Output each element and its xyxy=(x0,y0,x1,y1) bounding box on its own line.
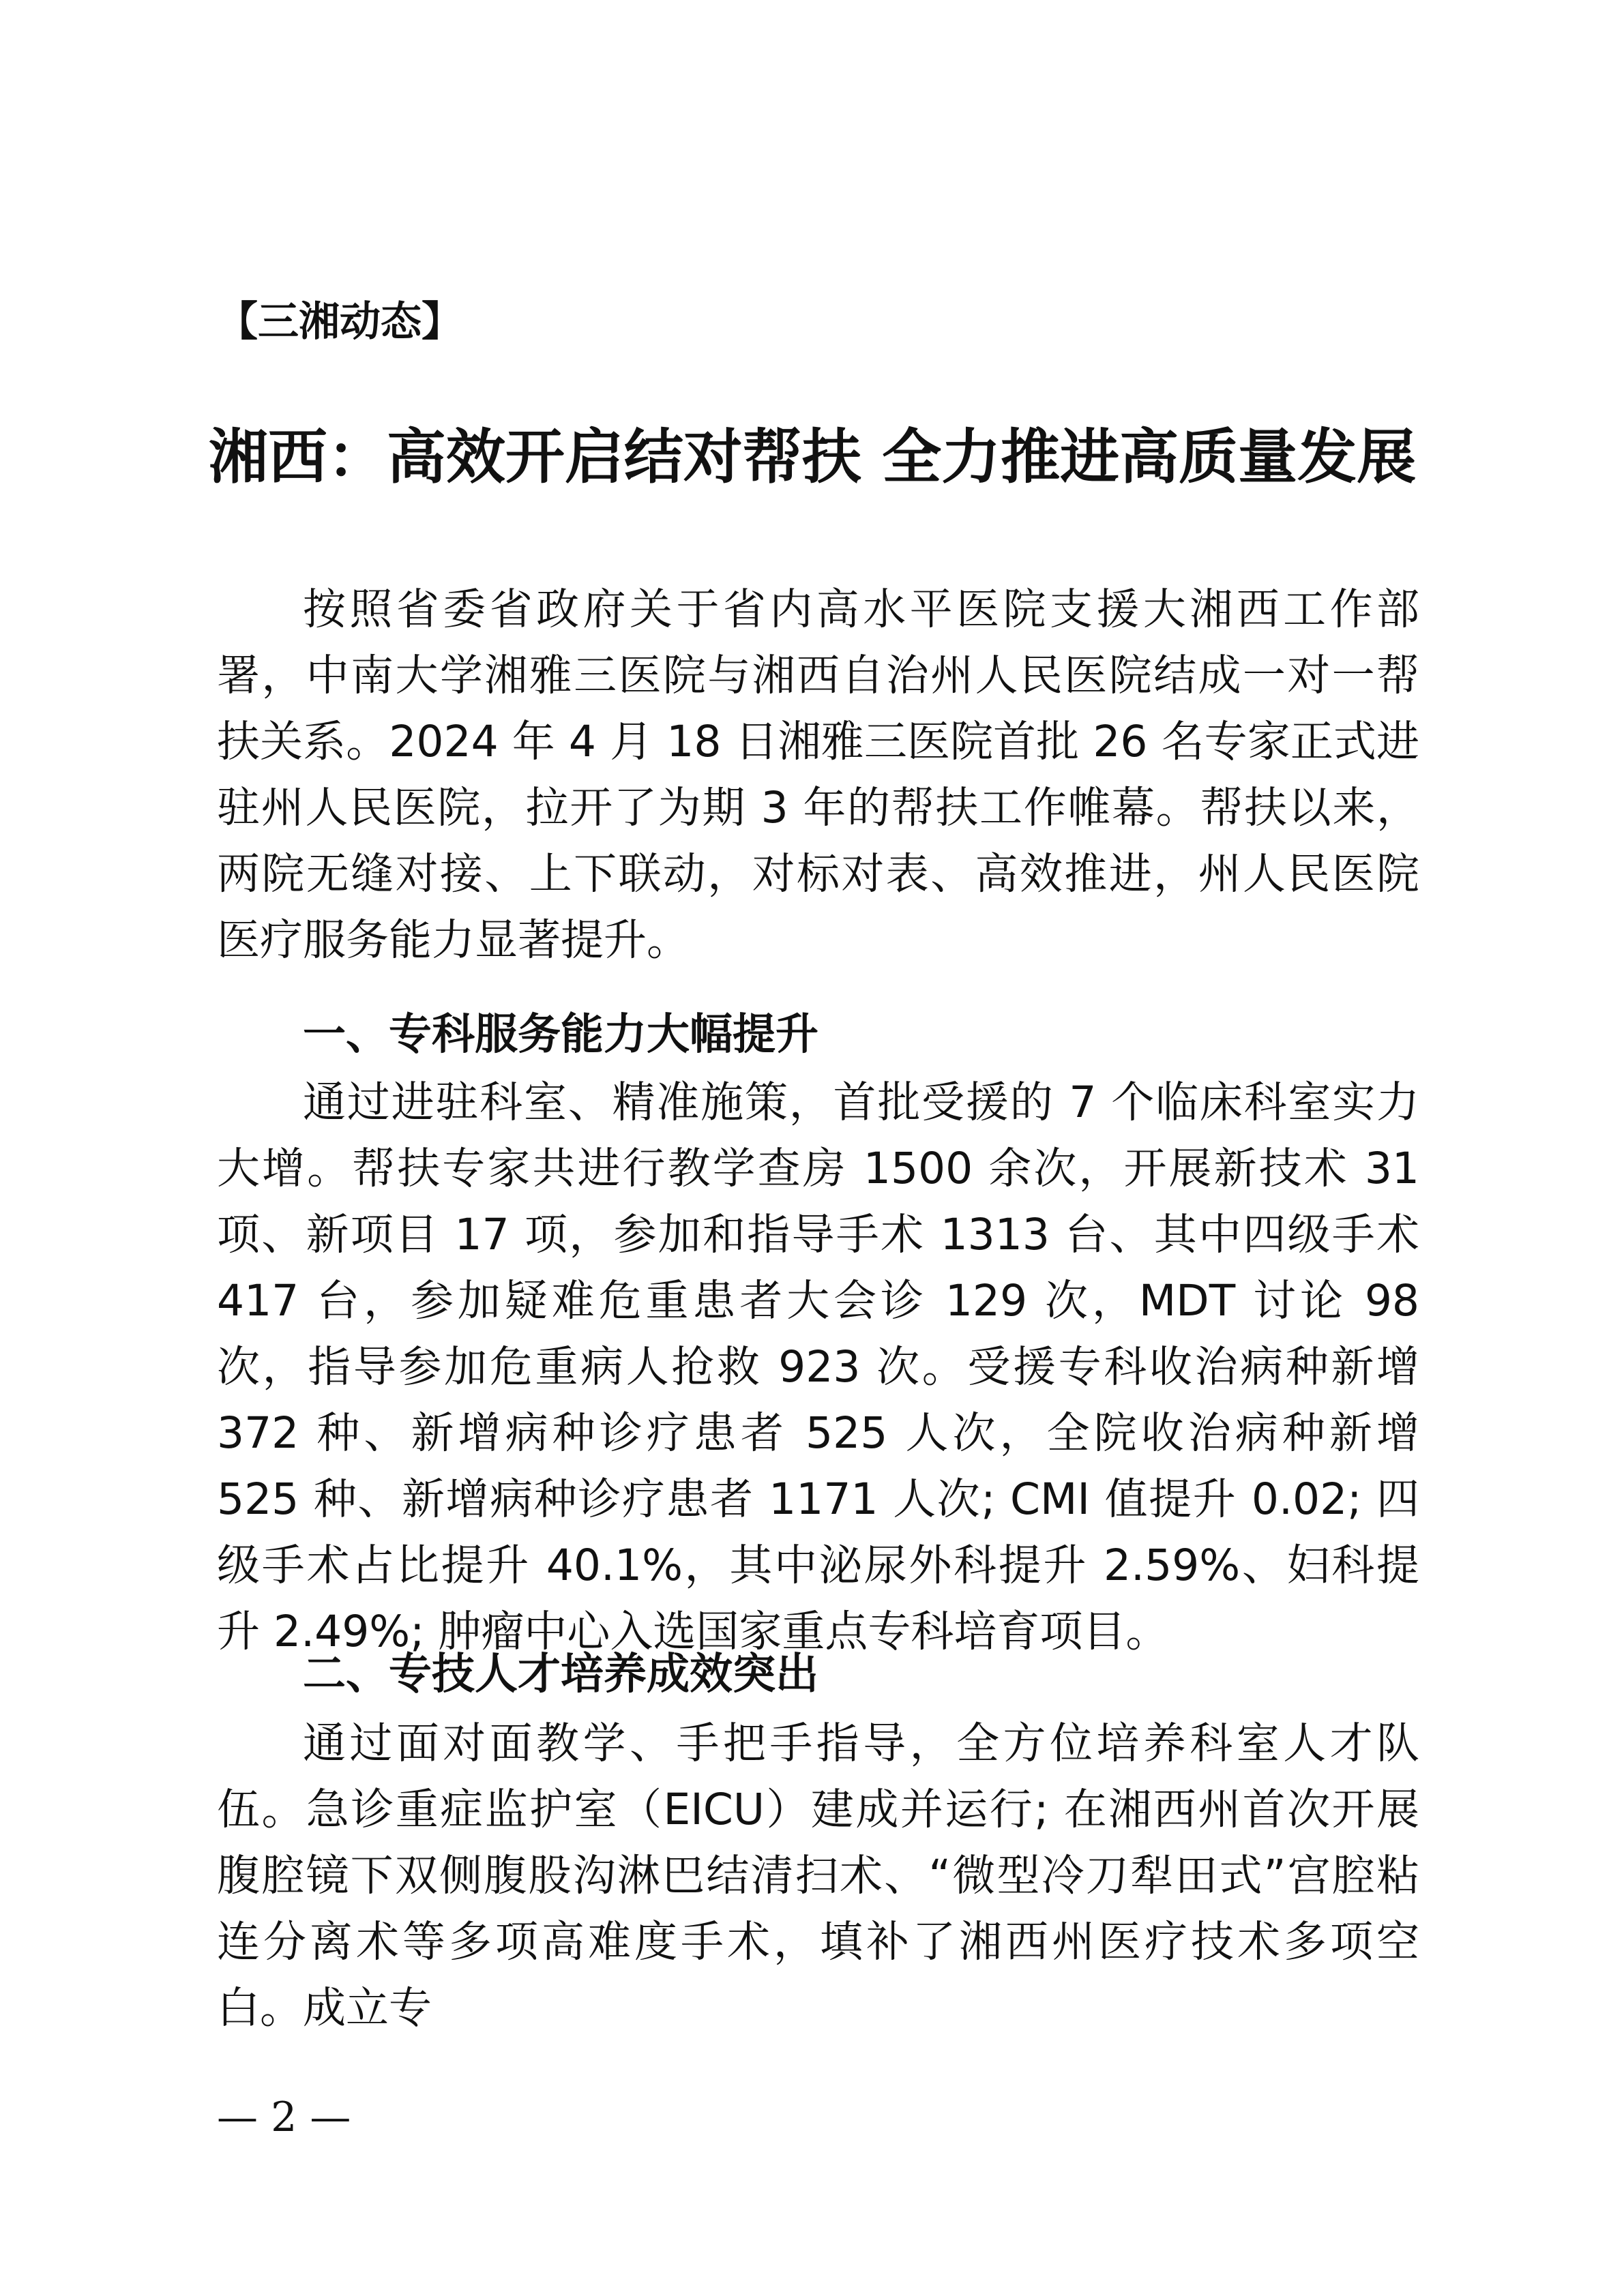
article-headline: 湘西：高效开启结对帮扶 全力推进高质量发展 xyxy=(208,421,1417,492)
page-number: — 2 — xyxy=(217,2093,351,2141)
section-1-paragraph: 通过进驻科室、精准施策，首批受援的 7 个临床科室实力大增。帮扶专家共进行教学查房 1500 余次，开展新技术 31 项、新项目 17 项，参加和指导手术 1313 台、其中四级手术 417 台，参加疑难危重患者大会诊 129 次，MDT 讨论 98 次，指导参加危重病人抢救 923 次。受援专科收治病种新增 372 种、新增病种诊疗患者 525 人次，全院收治病种新增 525 种、新增病种诊疗患者 1171 人次; CMI 值提升 0.02; 四级手术占比提升 40.1%，其中泌尿外科提升 2.59%、妇科提升 2.49%; 肿瘤中心入选国家重点专科培育项目。 xyxy=(217,1077,1419,1656)
column-tag: 【三湘动态】 xyxy=(217,298,462,346)
section-1-heading: 一、专科服务能力大幅提升 xyxy=(303,1009,818,1059)
section-2-heading: 二、专技人才培养成效突出 xyxy=(303,1649,818,1699)
intro-paragraph: 按照省委省政府关于省内高水平医院支援大湘西工作部署，中南大学湘雅三医院与湘西自治州人民医院结成一对一帮扶关系。2024 年 4 月 18 日湘雅三医院首批 26 名专家正式进驻州人民医院，拉开了为期 3 年的帮扶工作帷幕。帮扶以来，两院无缝对接、上下联动，对标对表、高效推进，州人民医院医疗服务能力显著提升。 xyxy=(217,584,1419,965)
section-2-paragraph: 通过面对面教学、手把手指导，全方位培养科室人才队伍。急诊重症监护室（EICU）建成并运行; 在湘西州首次开展腹腔镜下双侧腹股沟淋巴结清扫术、“微型冷刀犁田式”宫腔粘连分离术等多项高难度手术，填补了湘西州医疗技术多项空白。成立专 xyxy=(217,1718,1419,2033)
section-2-body xyxy=(217,1710,1419,2041)
section-1-body xyxy=(217,1069,1419,1665)
intro-section xyxy=(217,576,1419,973)
